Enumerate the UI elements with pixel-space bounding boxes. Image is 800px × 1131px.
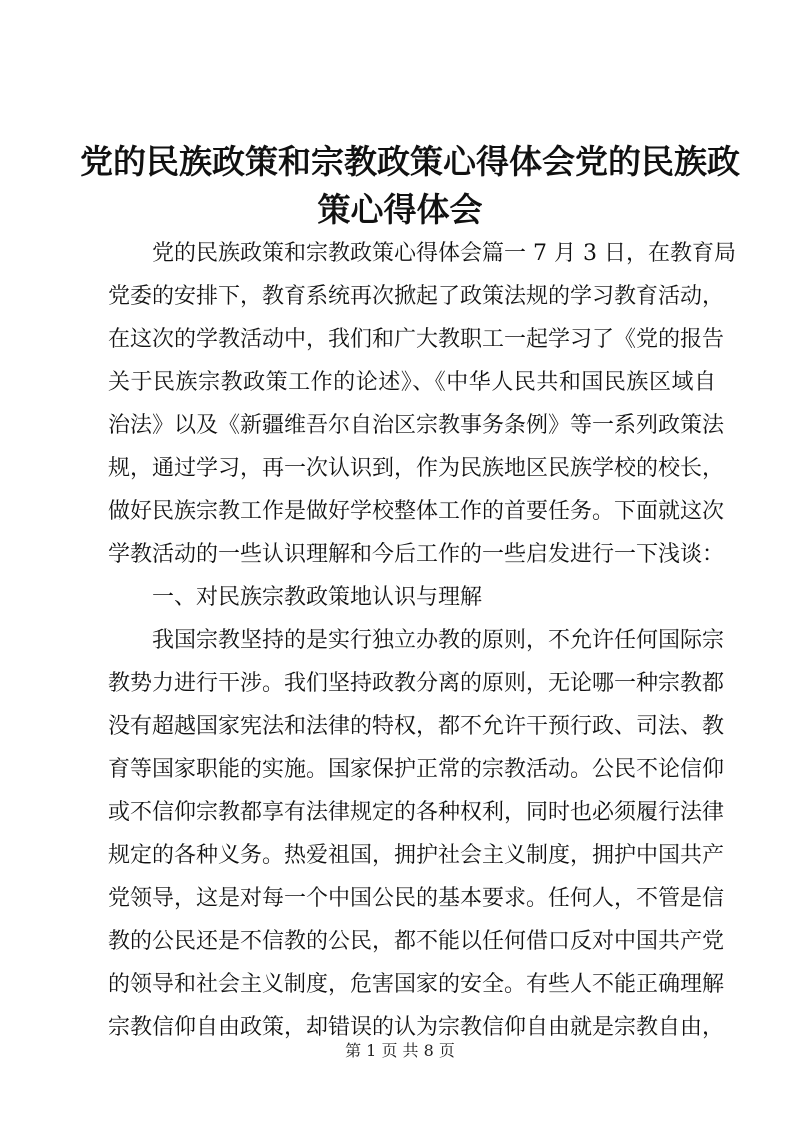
body-line: 宗教信仰自由政策，却错误的认为宗教信仰自由就是宗教自由， xyxy=(108,1015,725,1040)
body-line: 教势力进行干涉。我们坚持政教分离的原则，无论哪一种宗教都 xyxy=(108,671,725,696)
body-line: 规定的各种义务。热爱祖国，拥护社会主义制度，拥护中国共产 xyxy=(108,843,725,868)
body-line: 规，通过学习，再一次认识到，作为民族地区民族学校的校长， xyxy=(108,456,725,481)
section-heading: 一、对民族宗教政策地认识与理解 xyxy=(152,585,483,610)
body-line: 关于民族宗教政策工作的论述》、《中华人民共和国民族区域自 xyxy=(108,370,716,395)
body-line: 治法》以及《新疆维吾尔自治区宗教事务条例》等一系列政策法 xyxy=(108,413,725,438)
body-line: 的领导和社会主义制度，危害国家的安全。有些人不能正确理解 xyxy=(108,972,725,997)
body-line: 在这次的学教活动中，我们和广大教职工一起学习了《党的报告 xyxy=(108,327,725,352)
body-line: 没有超越国家宪法和法律的特权，都不允许干预行政、司法、教 xyxy=(108,714,725,739)
document-body xyxy=(108,232,736,1049)
body-line: 党委的安排下，教育系统再次掀起了政策法规的学习教育活动， xyxy=(108,284,725,309)
body-line: 党领导，这是对每一个中国公民的基本要求。任何人，不管是信 xyxy=(108,886,725,911)
body-line: 学教活动的一些认识理解和今后工作的一些启发进行一下浅谈： xyxy=(108,542,725,567)
body-line: 我国宗教坚持的是实行独立办教的原则，不允许任何国际宗 xyxy=(152,628,725,653)
title-line-2: 策心得体会 xyxy=(317,190,483,229)
body-line: 教的公民还是不信教的公民，都不能以任何借口反对中国共产党 xyxy=(108,929,725,954)
body-line: 育等国家职能的实施。国家保护正常的宗教活动。公民不论信仰 xyxy=(108,757,725,782)
page-number-footer: 第 1 页 共 8 页 xyxy=(345,1041,455,1060)
title-line-1: 党的民族政策和宗教政策心得体会党的民族政 xyxy=(80,142,740,181)
body-line: 党的民族政策和宗教政策心得体会篇一 7 月 3 日，在教育局 xyxy=(152,241,736,266)
body-line: 做好民族宗教工作是做好学校整体工作的首要任务。下面就这次 xyxy=(108,499,725,524)
document-title xyxy=(80,138,740,234)
body-line: 或不信仰宗教都享有法律规定的各种权利，同时也必须履行法律 xyxy=(108,800,725,825)
